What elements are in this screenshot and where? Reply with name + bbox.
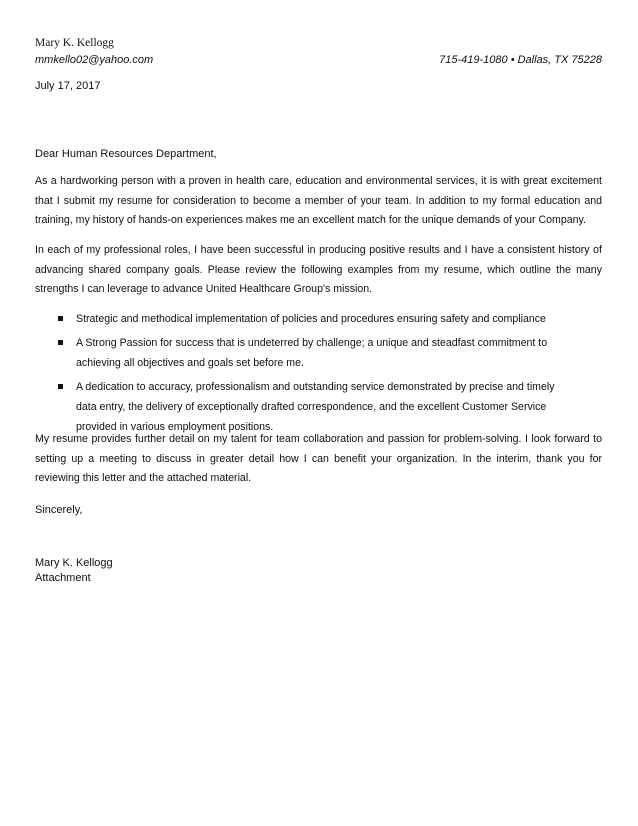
sender-name-header: Mary K. Kellogg bbox=[35, 37, 114, 49]
list-item-text: A Strong Passion for success that is undeterred by challenge; a unique and steadfast commitment to achieving all objectives and goals set before me. bbox=[76, 337, 548, 369]
bullet-square-icon bbox=[58, 340, 63, 345]
letter-date: July 17, 2017 bbox=[35, 80, 101, 92]
bullet-square-icon bbox=[58, 316, 63, 321]
signature-name: Mary K. Kellogg bbox=[35, 557, 113, 569]
list-item-text: Strategic and methodical implementation of policies and procedures ensuring safety and compliance bbox=[76, 313, 546, 325]
salutation: Dear Human Resources Department, bbox=[35, 148, 217, 160]
attachment-note: Attachment bbox=[35, 572, 91, 584]
closing-phrase: Sincerely, bbox=[35, 504, 83, 516]
bullet-square-icon bbox=[58, 384, 63, 389]
sender-email: mmkello02@yahoo.com bbox=[35, 54, 154, 66]
contact-row bbox=[35, 54, 602, 70]
roles-paragraph: In each of my professional roles, I have been successful in producing positive results and I have a consistent history of advancing shared company goals. Please review the following examples from my resume, which outline the many strengths I can leverage to advance United Healthcare Group's mission. bbox=[35, 244, 602, 295]
strengths-list bbox=[57, 309, 577, 441]
list-item-text: A dedication to accuracy, professionalism and outstanding service demonstrated by precise and timely data entry, the delivery of exceptionally drafted correspondence, and the excellent Customer Service provided in various employment positions. bbox=[76, 381, 555, 433]
list-item bbox=[57, 309, 577, 329]
closing-paragraph: My resume provides further detail on my talent for team collaboration and passion for problem-solving. I look forward to setting up a meeting to discuss in greater detail how I can benefit your organization. In the interim, thank you for reviewing this letter and the attached material. bbox=[35, 433, 602, 484]
list-item bbox=[57, 333, 577, 373]
list-item bbox=[57, 377, 577, 437]
intro-paragraph: As a hardworking person with a proven in health care, education and environmental services, it is with great excitement that I submit my resume for consideration to become a member of your team. In addition to my formal education and training, my history of hands-on experiences makes me an excellent match for the unique demands of your Company. bbox=[35, 175, 602, 226]
sender-phone-address: 715-419-1080 • Dallas, TX 75228 bbox=[439, 54, 602, 66]
